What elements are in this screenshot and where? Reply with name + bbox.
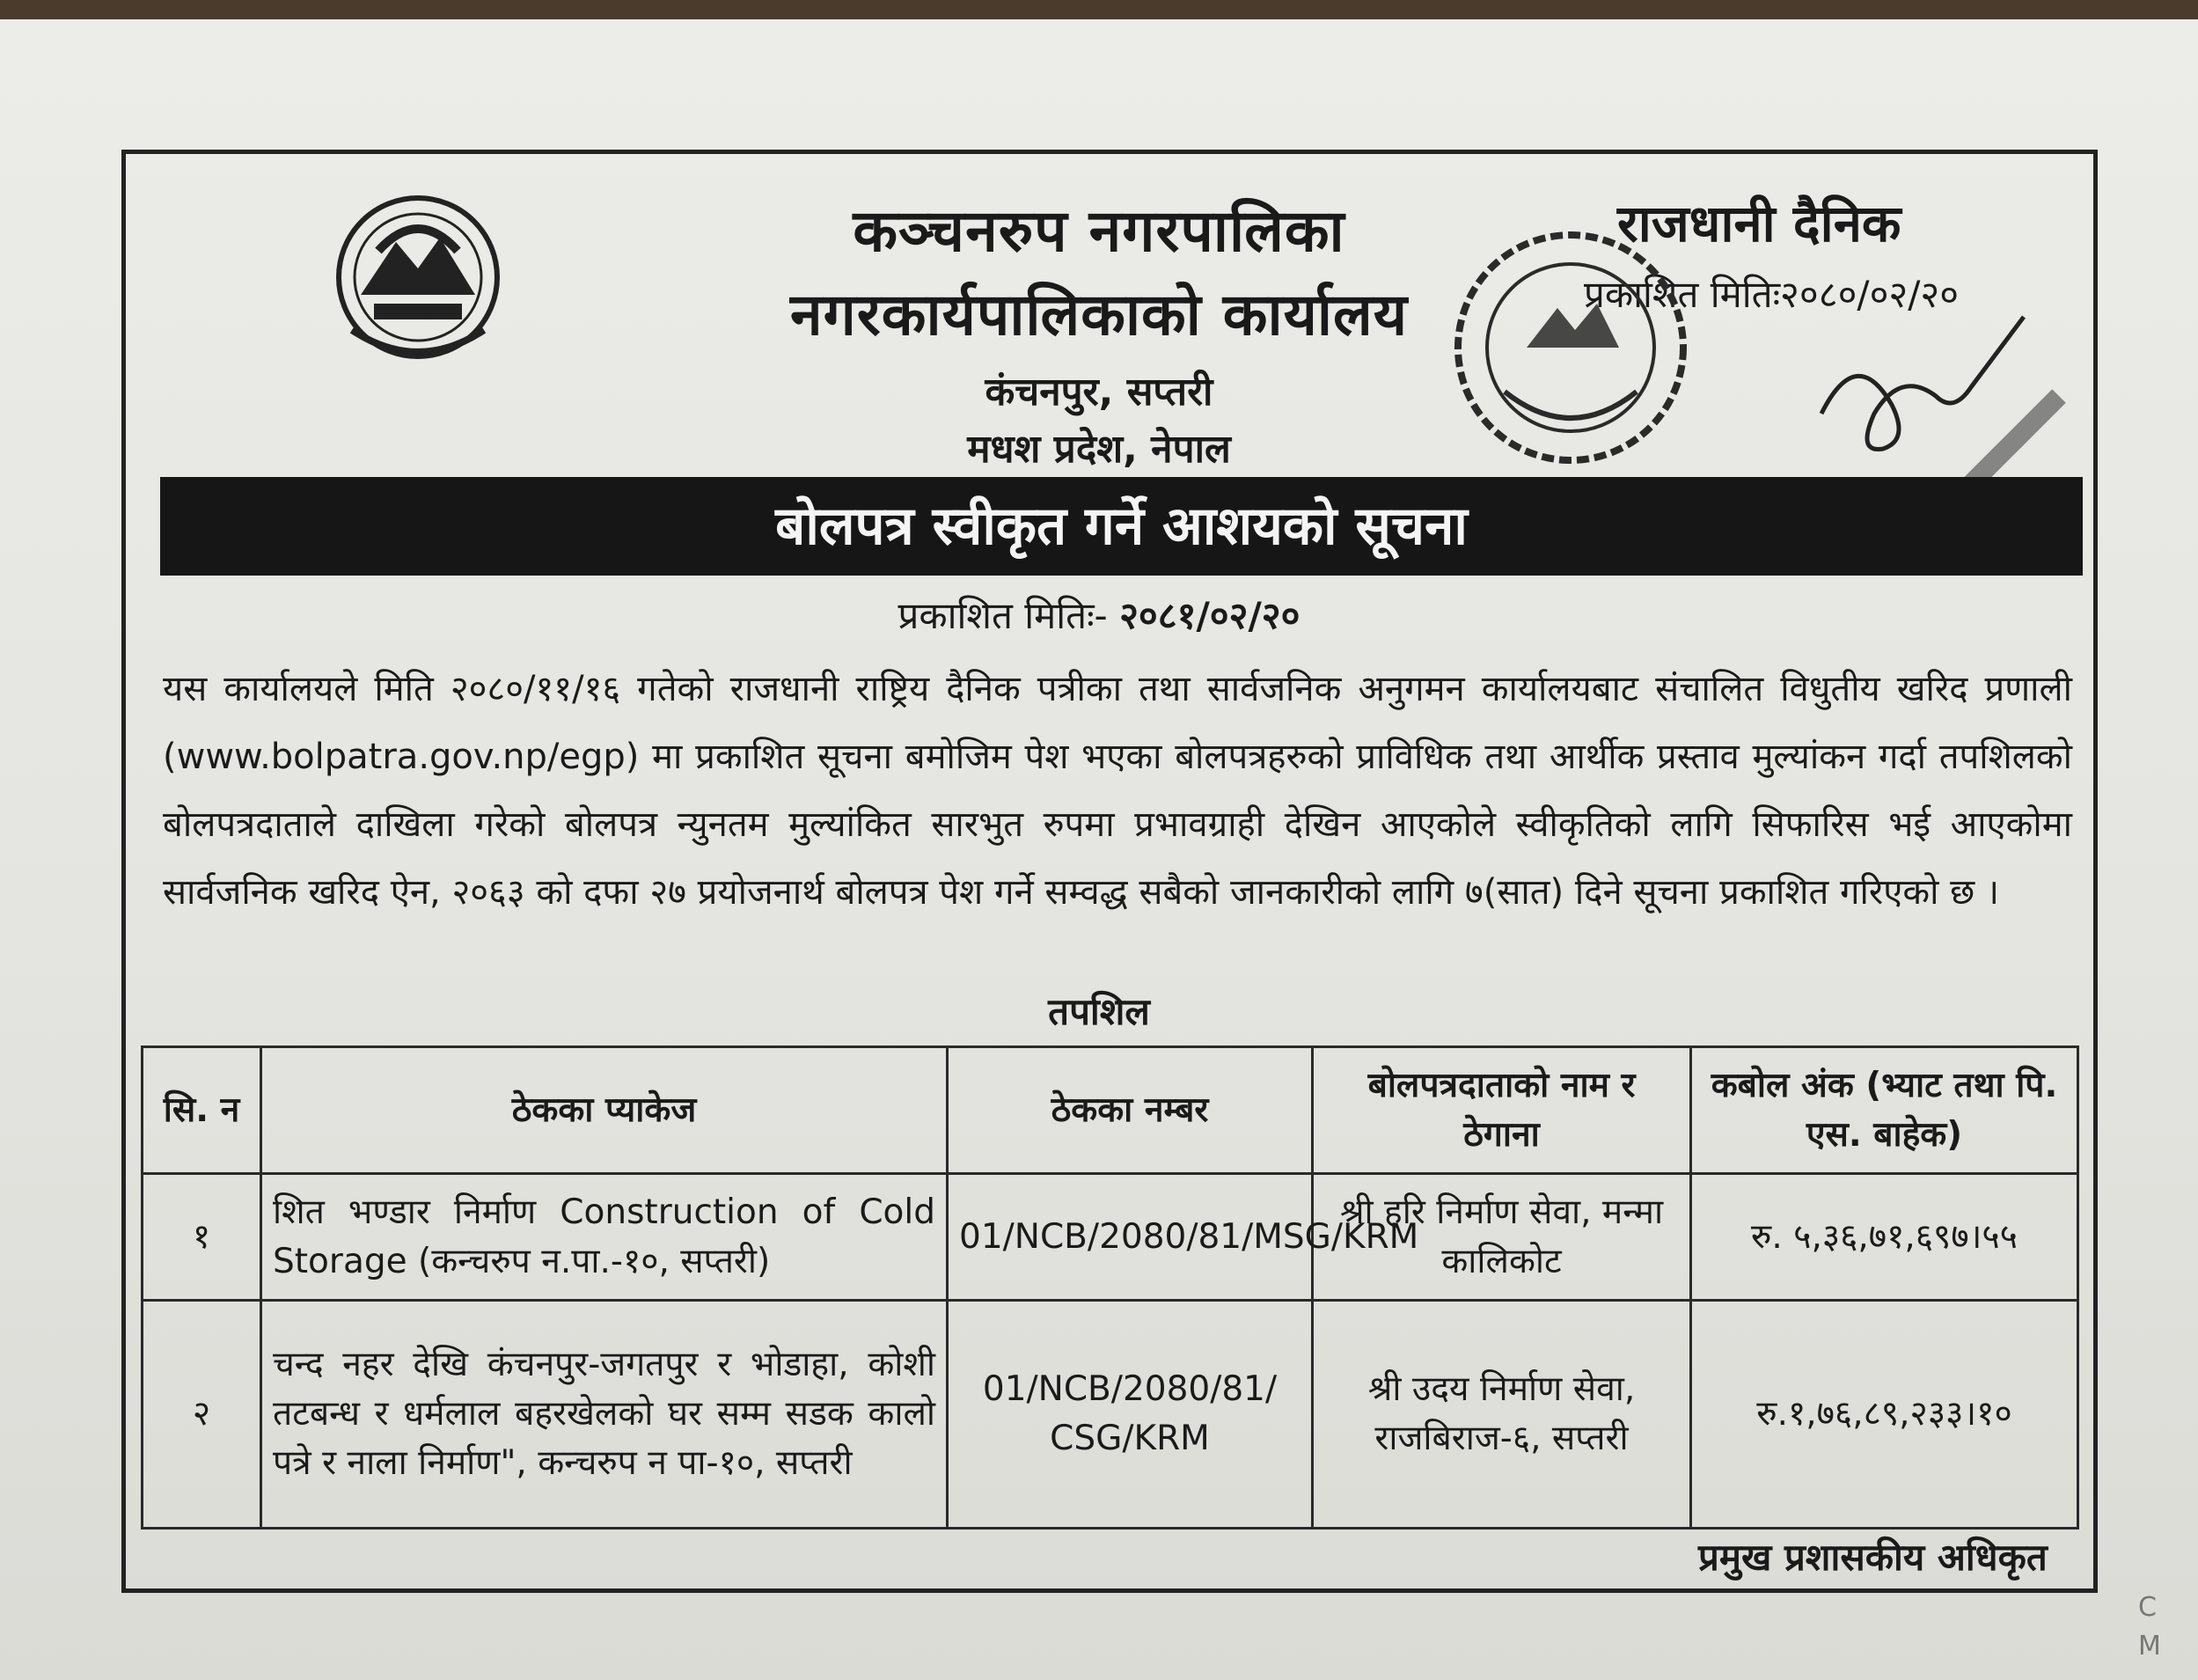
published-date-label: प्रकाशित मितिः- [898,594,1108,637]
address-line-2: मधश प्रदेश, नेपाल [967,427,1231,472]
col-header-bidder: बोलपत्रदाताको नाम र ठेगाना [1313,1047,1691,1174]
col-header-package: ठेकका प्याकेज [261,1047,948,1174]
margin-mark-c: C [2138,1592,2157,1623]
office-name: नगरकार्यपालिकाको कार्यालय [790,281,1408,348]
address-line-1: कंचनपुर, सप्तरी [985,370,1213,414]
cell-bidder: श्री उदय निर्माण सेवा, राजबिराज-६, सप्तरी [1313,1301,1691,1529]
office-seal-stamp [1443,216,1698,480]
cell-contract-no: 01/NCB/2080/81/MSG/KRM [948,1174,1313,1301]
cell-sn: २ [143,1301,261,1529]
cell-package: चन्द नहर देखि कंचनपुर-जगतपुर र भोडाहा, कोशी तटबन्ध र धर्मलाल बहरखेलको घर सम्म सडक कालो पत्रे र नाला निर्माण", कन्चरुप न पा-१०, सप्तरी [261,1301,948,1529]
cell-package: शित भण्डार निर्माण Construction of Cold Storage (कन्चरुप न.पा.-१०, सप्तरी) [261,1174,948,1301]
notice-title-banner: बोलपत्र स्वीकृत गर्ने आशयको सूचना [160,477,2083,576]
newspaper-name: राजधानी दैनिक [1617,194,1901,253]
cell-amount: रु. ५,३६,७१,६९७।५५ [1691,1174,2078,1301]
margin-marks [2138,1588,2161,1666]
margin-mark-m: M [2138,1631,2161,1662]
municipality-name: कञ्चनरुप नगरपालिका [853,197,1345,265]
notice-body-text: यस कार्यालयले मिति २०८०/११/१६ गतेको राजधानी राष्ट्रिय दैनिक पत्रीका तथा सार्वजनिक अनुगमन कार्यालयबाट संचालित विधुतीय खरिद प्रणाली (www.bolpatra.gov.np/egp) मा प्रकाशित सूचना बमोजिम पेश भएका बोलपत्रहरुको प्राविधिक तथा आर्थीक प्रस्ताव मुल्यांकन गर्दा तपशिलको बोलपत्रदाताले दाखिला गरेको बोलपत्र न्युनतम मुल्यांकित सारभुत रुपमा प्रभावग्राही देखिन आएकोले स्वीकृतिको लागि सिफारिस भई आएकोमा सार्वजनिक खरिद ऐन, २०६३ को दफा २७ प्रयोजनार्थ बोलपत्र पेश गर्ने सम्वद्ध सबैको जानकारीको लागि ७(सात) दिने सूचना प्रकाशित गरिएको छ । [163,669,2072,913]
table-header-row [143,1047,2078,1174]
col-header-amount: कबोल अंक (भ्याट तथा पि. एस. बाहेक) [1691,1047,2078,1174]
col-header-contract-no: ठेकका नम्बर [948,1047,1313,1174]
published-date-value: २०८१/०२/२० [1119,594,1300,637]
cell-contract-no: 01/NCB/2080/81/ CSG/KRM [948,1301,1313,1529]
newspaper-date: प्रकाशित मितिः२०८०/०२/२० [1584,273,1960,316]
table-row [143,1174,2078,1301]
table-row [143,1301,2078,1529]
cell-amount: रु.१,७६,८९,२३३।१० [1691,1301,2078,1529]
published-date-line [0,590,2198,640]
table-caption: तपशिल [1048,990,1150,1033]
col-header-sn: सि. न [143,1047,261,1174]
signatory-title: प्रमुख प्रशासकीय अधिकृत [1698,1536,2048,1579]
cell-bidder: श्री हरि निर्माण सेवा, मन्मा कालिकोट [1313,1174,1691,1301]
cell-sn: १ [143,1174,261,1301]
contract-details-table [141,1045,2079,1530]
